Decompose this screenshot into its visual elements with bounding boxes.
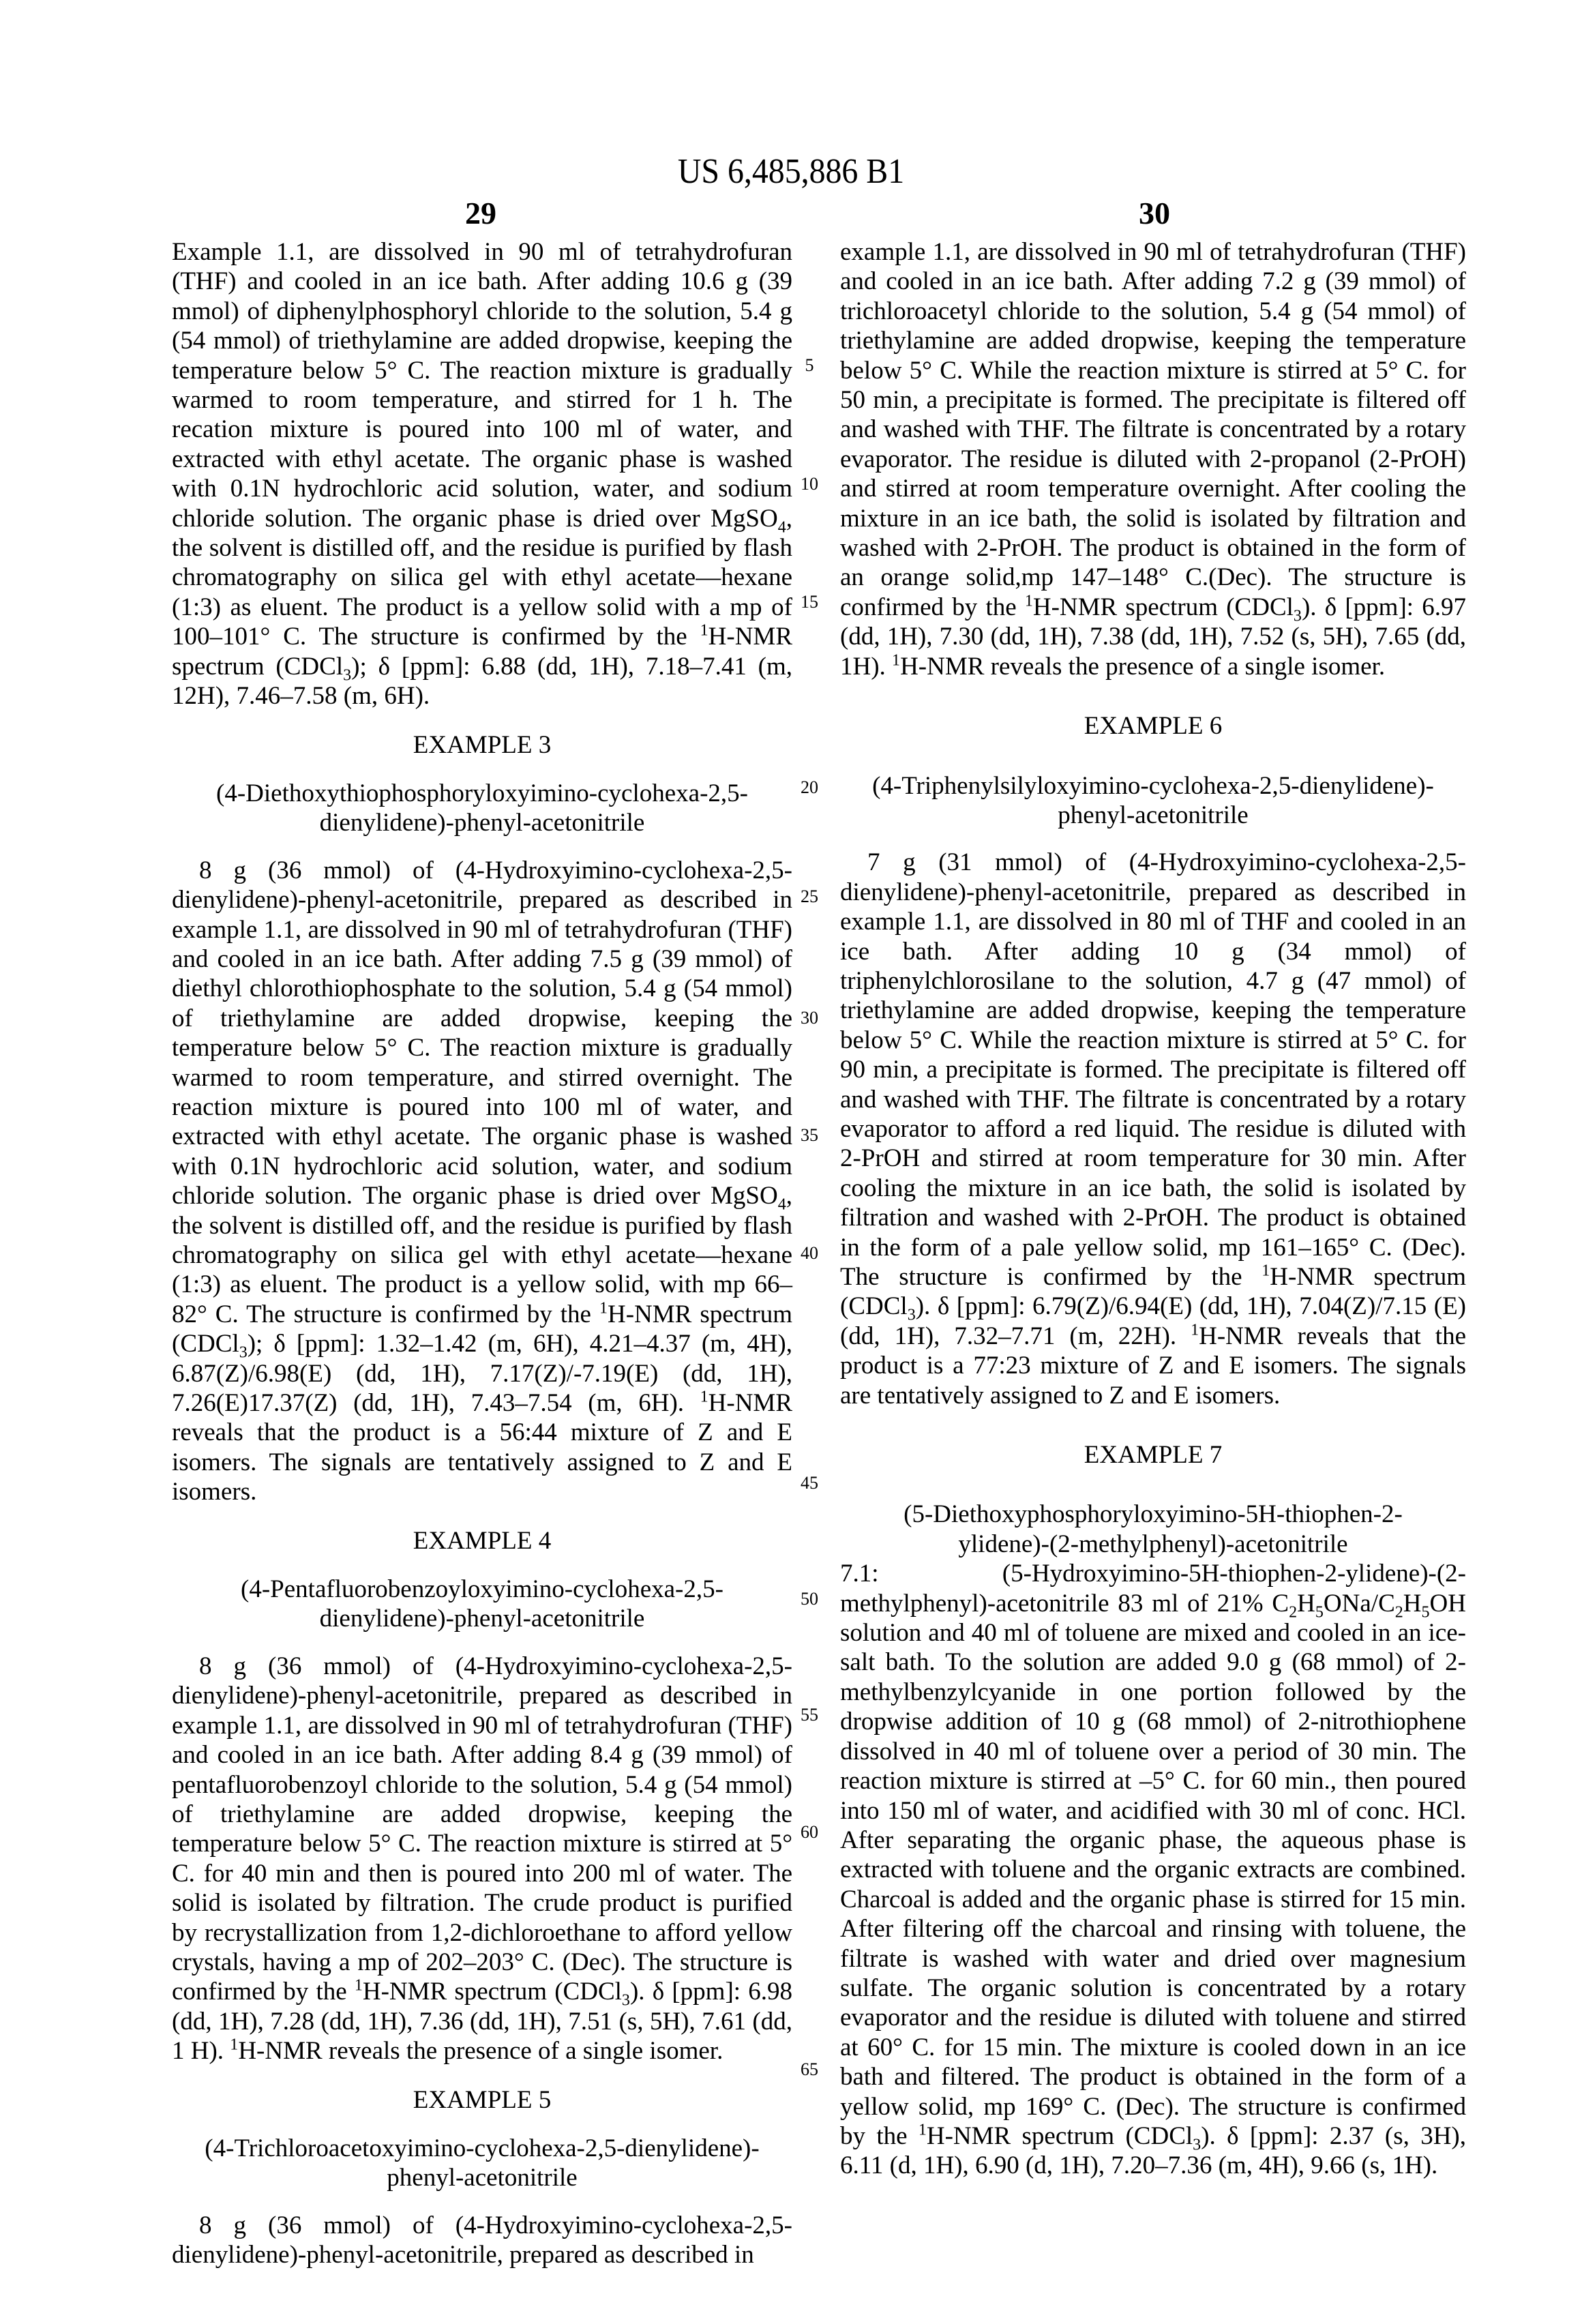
left-column bbox=[172, 237, 792, 2270]
text: 8 g (36 mmol) of (4-Hydroxyimino-cyclohexa-2,5-dienylidene)-phenyl-acetonitrile, prepared as described in example 1.1, are dissolved in 90 ml of tetrahydrofuran (THF) and cooled in an ice bath. After adding 7.5 g (39 mmol) of diethyl chlorothiophosphate to the solution, 5.4 g (54 mmol) of triethylamine are added dropwise, keeping the temperature below 5° C. The reaction mixture is gradually warmed to room temperature, and stirred overnight. The reaction mixture is poured into 100 ml of water, and extracted with ethyl acetate. The organic phase is washed with 0.1N hydrochloric acid solution, water, and sodium chloride solution. The organic phase is dried over MgSO bbox=[172, 856, 792, 1210]
text: ). δ [ppm]: 2.37 (s, 3H), 6.11 (d, 1H), 6.90 (d, 1H), 7.20–7.36 (m, 4H), 9.66 (s, 1H). bbox=[840, 2121, 1466, 2180]
text: H bbox=[1403, 1589, 1422, 1618]
superscript: 1 bbox=[892, 651, 901, 670]
column-number-right: 30 bbox=[1139, 196, 1170, 230]
superscript: 1 bbox=[1191, 1321, 1199, 1339]
example-heading: EXAMPLE 4 bbox=[413, 1526, 552, 1555]
line-number: 60 bbox=[801, 1822, 818, 1842]
line-number: 55 bbox=[801, 1705, 818, 1725]
right-column bbox=[840, 237, 1466, 2181]
paragraph bbox=[840, 848, 1466, 1410]
superscript: 1 bbox=[599, 1299, 608, 1317]
compound-title: (4-Triphenylsilyloxyimino-cyclohexa-2,5-dienylidene)-phenyl-acetonitrile bbox=[872, 771, 1434, 829]
text: H bbox=[1297, 1589, 1315, 1618]
text: ONa/C bbox=[1323, 1589, 1395, 1618]
text: H-NMR spectrum (CDCl bbox=[1032, 593, 1294, 621]
patent-number: US 6,485,886 B1 bbox=[677, 152, 905, 191]
line-number: 20 bbox=[801, 777, 818, 797]
example-heading: EXAMPLE 3 bbox=[413, 730, 552, 759]
line-number: 5 bbox=[805, 355, 814, 375]
text: example 1.1, are dissolved in 90 ml of tetrahydrofuran (THF) and cooled in an ice bath. After adding 7.2 g (39 mmol) of trichloroacetyl chloride to the solution, 5.4 g (54 mmol) of triethylamine are added dropwise, keeping the temperature below 5° C. While the reaction mixture is stirred at 5° C. for 50 min, a precipitate is formed. The precipitate is filtered off and washed with THF. The filtrate is concentrated by a rotary evaporator. The residue is diluted with 2-propanol (2-PrOH) and stirred at room temperature overnight. After cooling the mixture in an ice bath, the solid is isolated by filtration and washed with 2-PrOH. The product is obtained in the form of an orange solid,mp 147–148° C.(Dec). The structure is confirmed by the bbox=[840, 238, 1466, 621]
text: ); δ [ppm]: 6.88 (dd, 1H), 7.18–7.41 (m, 12H), 7.46–7.58 (m, 6H). bbox=[172, 652, 793, 711]
compound-title: (4-Pentafluorobenzoyloxyimino-cyclohexa-2,5-dienylidene)-phenyl-acetonitrile bbox=[241, 1575, 723, 1633]
subscript: 5 bbox=[1421, 1603, 1430, 1622]
text: ). δ [ppm]: 6.98 (dd, 1H), 7.28 (dd, 1H), 7.36 (dd, 1H), 7.51 (s, 5H), 7.61 (dd, 1 H). bbox=[172, 1978, 792, 2066]
subscript: 2 bbox=[1394, 1603, 1403, 1622]
text: , the solvent is distilled off, and the residue is purified by flash chromatography on silica gel with ethyl acetate—hexane (1:3) as eluent. The product is a yellow solid, with mp 66–82° C. The structure is confirmed by the bbox=[172, 1182, 792, 1328]
example-heading: EXAMPLE 7 bbox=[1084, 1441, 1223, 1470]
line-number: 15 bbox=[801, 592, 818, 612]
paragraph bbox=[172, 1652, 792, 2066]
superscript: 1 bbox=[1262, 1262, 1270, 1280]
subscript: 5 bbox=[1315, 1603, 1324, 1622]
subscript: 3 bbox=[621, 1991, 630, 2010]
subscript: 3 bbox=[239, 1343, 248, 1362]
paragraph bbox=[840, 1559, 1466, 2181]
subscript: 3 bbox=[1193, 2136, 1202, 2154]
superscript: 1 bbox=[230, 2036, 239, 2054]
subscript: 4 bbox=[777, 518, 786, 537]
compound-title: (5-Diethoxyphosphoryloxyimino-5H-thiophen-2-ylidene)-(2-methylphenyl)-acetonitrile bbox=[904, 1500, 1403, 1558]
text: 7 g (31 mmol) of (4-Hydroxyimino-cyclohexa-2,5-dienylidene)-phenyl-acetonitrile, prepared as described in example 1.1, are dissolved in 80 ml of THF and cooled in an ice bath. After adding 10 g (34 mmol) of triphenylchlorosilane to the solution, 4.7 g (47 mmol) of triethylamine are added dropwise, keeping the temperature below 5° C. While the reaction mixture is stirred at 5° C. for 90 min, a precipitate is formed. The precipitate is filtered off and washed with THF. The filtrate is concentrated by a rotary evaporator to afford a red liquid. The residue is diluted with 2-PrOH and stirred at room temperature for 30 min. After cooling the mixture in an ice bath, the solid is isolated by filtration and washed with 2-PrOH. The product is obtained in the form of a pale yellow solid, mp 161–165° C. (Dec). The structure is confirmed by the bbox=[840, 848, 1466, 1291]
text: , the solvent is distilled off, and the residue is purified by flash chromatography on silica gel with ethyl acetate—hexane (1:3) as eluent. The product is a yellow solid with a mp of 100–101° C. The structure is confirmed by the bbox=[172, 504, 792, 651]
text: H-NMR reveals that the product is a 56:44 mixture of Z and E isomers. The signals are tentatively assigned to Z and E isomers. bbox=[172, 1389, 792, 1506]
line-number: 30 bbox=[801, 1008, 818, 1028]
text: H-NMR reveals the presence of a single isomer. bbox=[238, 2037, 723, 2066]
text: H-NMR spectrum (CDCl bbox=[172, 1300, 792, 1358]
text: 8 g (36 mmol) of (4-Hydroxyimino-cyclohexa-2,5-dienylidene)-phenyl-acetonitrile, prepared as described in example 1.1, are dissolved in 90 ml of tetrahydrofuran (THF) and cooled in an ice bath. After adding 8.4 g (39 mmol) of pentafluorobenzoyl chloride to the solution, 5.4 g (54 mmol) of triethylamine are added dropwise, keeping the temperature below 5° C. The reaction mixture is stirred at 5° C. for 40 min and then is poured into 200 ml of water. The solid is isolated by filtration. The crude product is purified by recrystallization from 1,2-dichloroethane to afford yellow crystals, having a mp of 202–203° C. (Dec). The structure is confirmed by the bbox=[172, 1652, 792, 2006]
example-heading: EXAMPLE 6 bbox=[1084, 712, 1223, 741]
superscript: 1 bbox=[918, 2121, 927, 2139]
text: H-NMR spectrum (CDCl bbox=[172, 623, 792, 681]
text: ); δ [ppm]: 1.32–1.42 (m, 6H), 4.21–4.37 (m, 4H), 6.87(Z)/6.98(E) (dd, 1H), 7.17(Z)/-7.19(E) (dd, 1H), 7.26(E)17.37(Z) (dd, 1H), 7.43–7.54 (m, 6H). bbox=[172, 1330, 792, 1418]
line-number: 25 bbox=[801, 887, 818, 906]
text: H-NMR spectrum (CDCl bbox=[840, 1263, 1466, 1321]
line-number: 45 bbox=[801, 1473, 818, 1493]
superscript: 1 bbox=[700, 1388, 708, 1406]
paragraph bbox=[840, 237, 1466, 681]
text: H-NMR spectrum (CDCl bbox=[926, 2121, 1193, 2150]
line-number: 40 bbox=[801, 1243, 818, 1263]
paragraph bbox=[172, 237, 792, 711]
line-number: 10 bbox=[801, 474, 818, 494]
superscript: 1 bbox=[1024, 592, 1033, 610]
text: ). δ [ppm]: 6.97 (dd, 1H), 7.30 (dd, 1H), 7.38 (dd, 1H), 7.52 (s, 5H), 7.65 (dd, 1H). bbox=[840, 593, 1466, 681]
paragraph bbox=[172, 856, 792, 1507]
text: Example 1.1, are dissolved in 90 ml of tetrahydrofuran (THF) and cooled in an ice bath. After adding 10.6 g (39 mmol) of diphenylphosphoryl chloride to the solution, 5.4 g (54 mmol) of triethylamine are added dropwise, keeping the temperature below 5° C. The reaction mixture is gradually warmed to room temperature, and stirred for 1 h. The recation mixture is poured into 100 ml of water, and extracted with ethyl acetate. The organic phase is washed with 0.1N hydrochloric acid solution, water, and sodium chloride solution. The organic phase is dried over MgSO bbox=[172, 238, 792, 533]
compound-title: (4-Trichloroacetoxyimino-cyclohexa-2,5-dienylidene)-phenyl-acetonitrile bbox=[205, 2134, 760, 2192]
paragraph bbox=[172, 2211, 792, 2270]
text: ). δ [ppm]: 6.79(Z)/6.94(E) (dd, 1H), 7.04(Z)/7.15 (E) (dd, 1H), 7.32–7.71 (m, 22H). bbox=[840, 1292, 1466, 1350]
text: OH solution and 40 ml of toluene are mixed and cooled in an ice-salt bath. To the solution are added 9.0 g (68 mmol) of 2-methylbenzylcyanide in one portion followed by the dropwise addition of 10 g (68 mmol) of 2-nitrothiophene dissolved in 40 ml of toluene over a period of 30 min. The reaction mixture is stirred at –5° C. for 60 min., then poured into 150 ml of water, and acidified with 30 ml of conc. HCl. After separating the organic phase, the aqueous phase is extracted with toluene and the organic extracts are combined. Charcoal is added and the organic phase is stirred for 15 min. After filtering off the charcoal and rinsing with toluene, the filtrate is washed with water and dried over magnesium sulfate. The organic solution is concentrated by a rotary evaporator and the residue is diluted with toluene and stirred at 60° C. for 15 min. The mixture is cooled down in an ice bath and filtered. The product is obtained in the form of a yellow solid, mp 169° C. (Dec). The structure is confirmed by the bbox=[840, 1589, 1466, 2150]
subscript: 3 bbox=[907, 1306, 916, 1324]
superscript: 1 bbox=[700, 621, 708, 640]
compound-title: (4-Diethoxythiophosphoryloxyimino-cyclohexa-2,5-dienylidene)-phenyl-acetonitrile bbox=[216, 779, 748, 837]
text: H-NMR spectrum (CDCl bbox=[362, 1978, 622, 2006]
line-number: 65 bbox=[801, 2059, 818, 2079]
text: 7.1: (5-Hydroxyimino-5H-thiophen-2-ylidene)-(2-methylphenyl)-acetonitrile 83 ml of 21% C bbox=[840, 1560, 1466, 1618]
example-heading: EXAMPLE 5 bbox=[413, 2085, 552, 2114]
column-number-left: 29 bbox=[465, 196, 496, 230]
superscript: 1 bbox=[354, 1977, 363, 1995]
text: H-NMR reveals that the product is a 77:23 mixture of Z and E isomers. The signals are tentatively assigned to Z and E isomers. bbox=[840, 1322, 1466, 1410]
line-number: 35 bbox=[801, 1125, 818, 1145]
subscript: 2 bbox=[1289, 1603, 1298, 1622]
text: H-NMR reveals the presence of a single isomer. bbox=[900, 652, 1386, 681]
text: 8 g (36 mmol) of (4-Hydroxyimino-cyclohexa-2,5-dienylidene)-phenyl-acetonitrile, prepared as described in bbox=[172, 2211, 792, 2269]
subscript: 3 bbox=[343, 666, 352, 685]
line-number: 50 bbox=[801, 1589, 818, 1609]
subscript: 4 bbox=[777, 1195, 786, 1214]
subscript: 3 bbox=[1293, 607, 1302, 625]
